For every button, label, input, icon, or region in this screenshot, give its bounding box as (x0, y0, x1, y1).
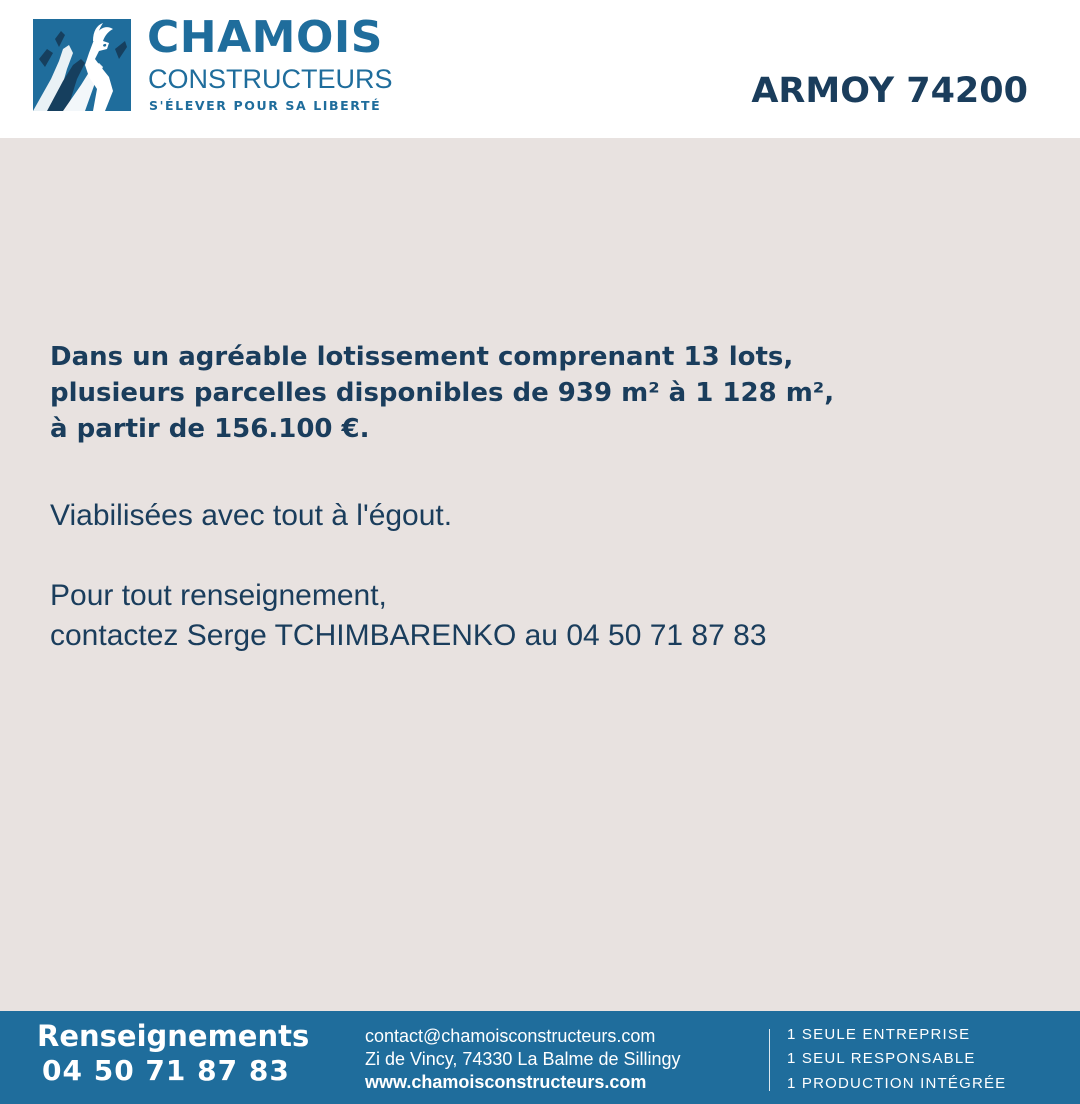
offer-line: plusieurs parcelles disponibles de 939 m² à 1 128 m², (50, 378, 835, 408)
contact-line: contactez Serge TCHIMBARENKO au 04 50 71 87 83 (50, 619, 767, 652)
footer (0, 1011, 1080, 1104)
footer-claim: 1 SEULE ENTREPRISE (787, 1026, 971, 1043)
offer-line: Dans un agréable lotissement comprenant 13 lots, (50, 342, 794, 372)
offer-line: à partir de 156.100 €. (50, 414, 370, 444)
contact-line: Pour tout renseignement, (50, 579, 387, 612)
offer-description (50, 339, 1030, 447)
footer-address: Zi de Vincy, 74330 La Balme de Sillingy (365, 1049, 681, 1069)
location-title: ARMOY 74200 (751, 71, 1028, 111)
brand-subtitle: CONSTRUCTEURS (148, 64, 393, 94)
footer-website-link[interactable]: www.chamoisconstructeurs.com (365, 1072, 647, 1092)
footer-divider (769, 1029, 770, 1091)
brand-tagline: S'ÉLEVER POUR SA LIBERTÉ (149, 98, 382, 113)
footer-title: Renseignements (37, 1019, 310, 1053)
footer-email-link[interactable]: contact@chamoisconstructeurs.com (365, 1026, 656, 1046)
chamois-logo-icon (33, 19, 131, 111)
header (0, 0, 1080, 138)
footer-claim: 1 SEUL RESPONSABLE (787, 1050, 976, 1067)
footer-phone[interactable]: 04 50 71 87 83 (42, 1054, 290, 1087)
brand-name: CHAMOIS (147, 12, 383, 63)
footer-claim: 1 PRODUCTION INTÉGRÉE (787, 1075, 1007, 1092)
serviced-note: Viabilisées avec tout à l'égout. (50, 499, 453, 532)
